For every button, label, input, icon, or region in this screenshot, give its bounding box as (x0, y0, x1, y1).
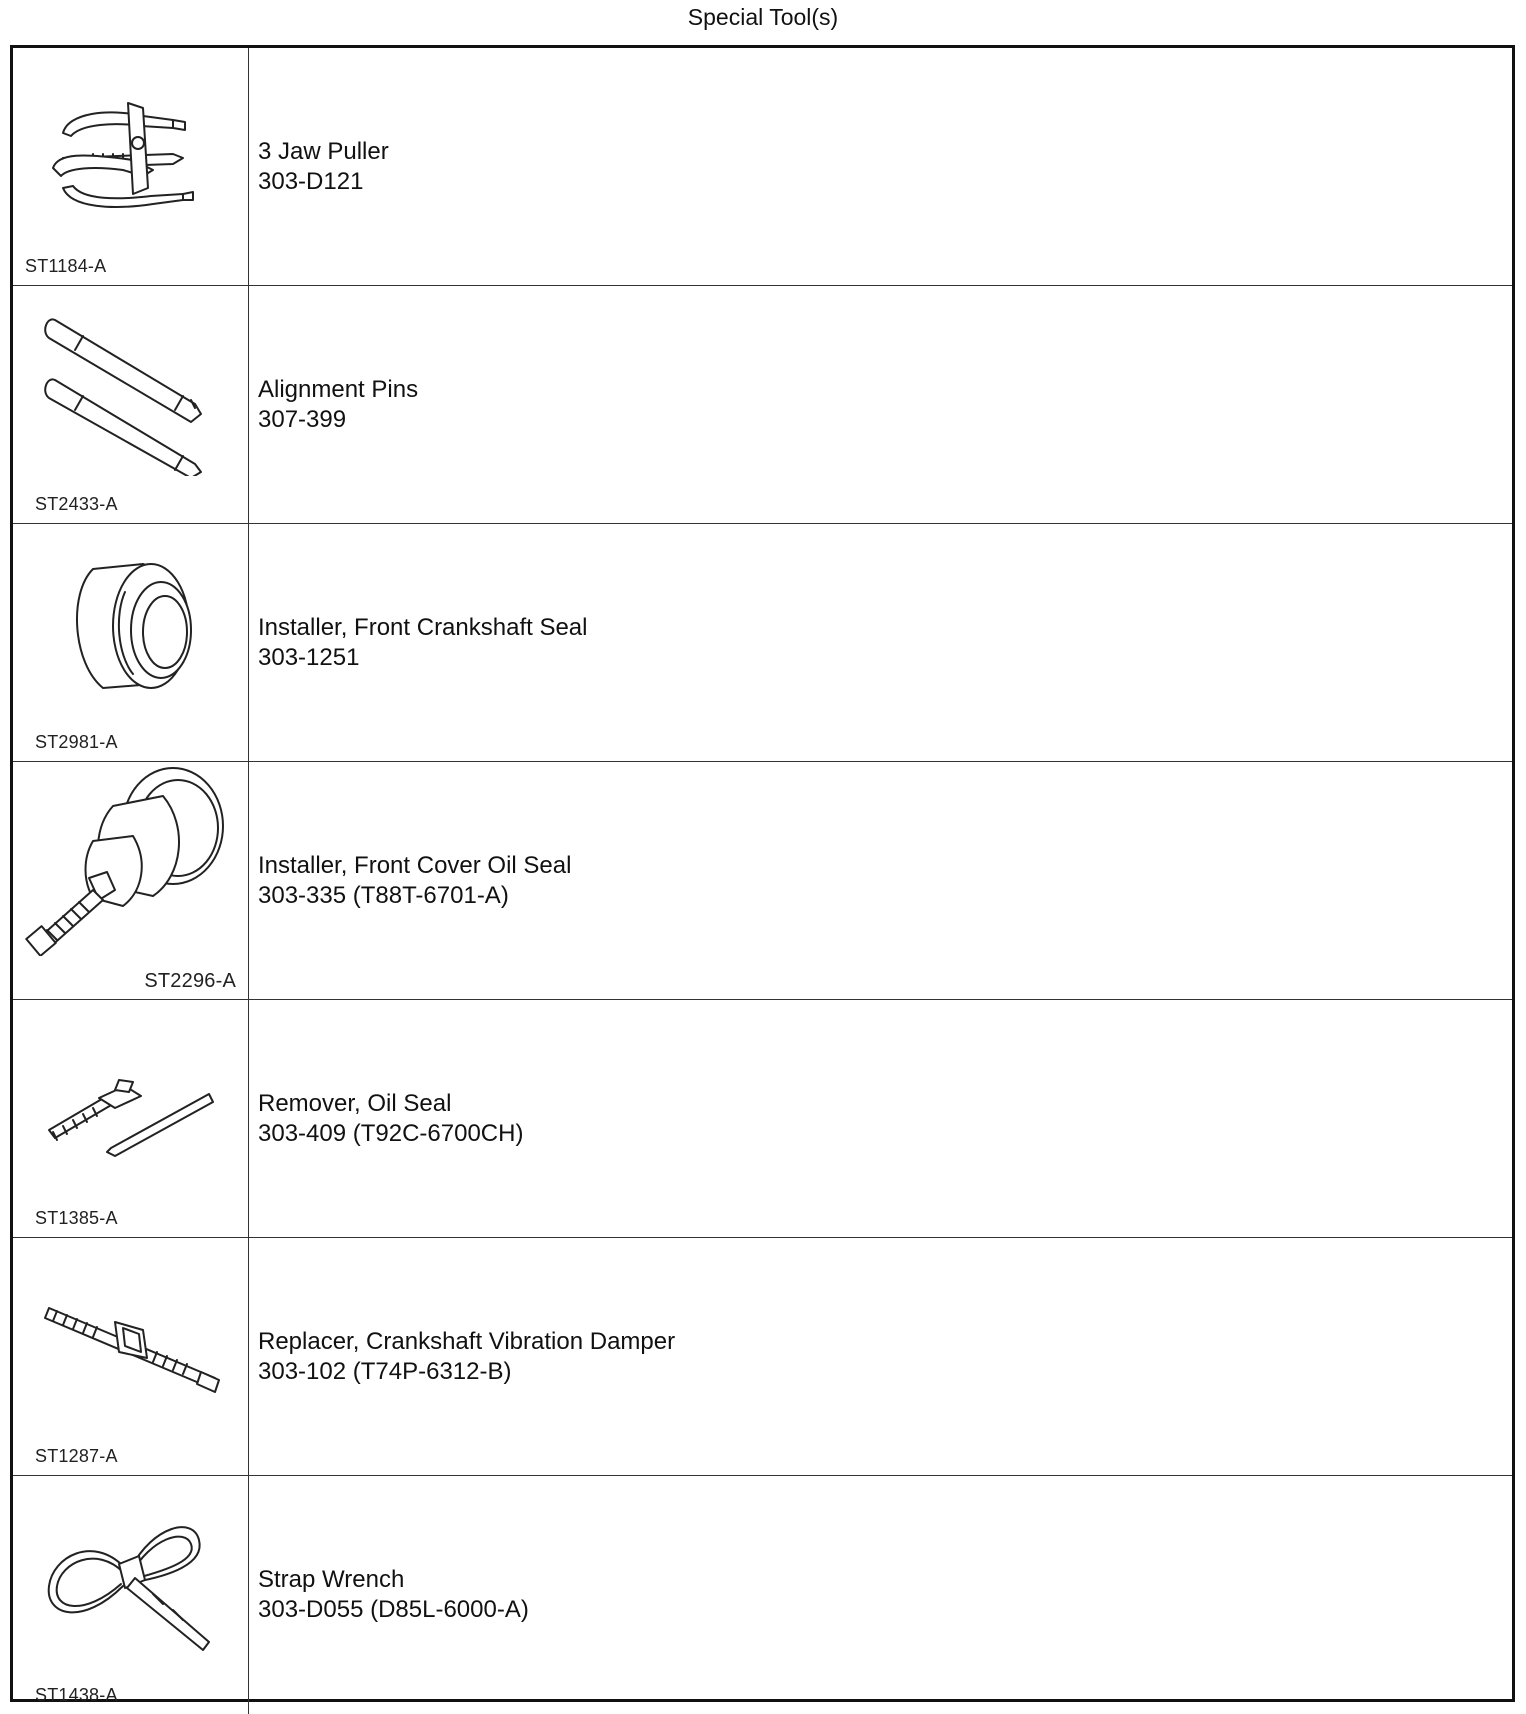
table-row (13, 524, 1512, 762)
tool-image-cell (13, 1476, 249, 1714)
image-code: ST2981-A (35, 732, 118, 752)
image-code: ST1438-A (35, 1685, 118, 1705)
three-jaw-puller-icon (23, 58, 237, 238)
strap-wrench-icon (23, 1486, 237, 1666)
oil-seal-remover-icon (23, 1010, 237, 1190)
tool-description (258, 48, 389, 285)
table-row (13, 762, 1512, 1000)
image-code: ST1287-A (35, 1446, 118, 1466)
tool-number: 303-335 (T88T-6701-A) (258, 881, 509, 909)
tool-number: 303-102 (T74P-6312-B) (258, 1357, 512, 1385)
front-cover-seal-installer-icon (23, 766, 237, 956)
tool-image-cell (13, 1000, 249, 1237)
tool-image-cell (13, 762, 249, 999)
tool-description (258, 286, 418, 523)
table-row (13, 1238, 1512, 1476)
crankshaft-seal-installer-icon (23, 534, 237, 714)
image-code: ST1385-A (35, 1208, 118, 1228)
tool-name: Installer, Front Crankshaft Seal (258, 613, 588, 641)
tool-name: Installer, Front Cover Oil Seal (258, 851, 572, 879)
table-row (13, 1476, 1512, 1714)
tool-name: Replacer, Crankshaft Vibration Damper (258, 1327, 676, 1355)
special-tools-table (10, 45, 1515, 1705)
tool-number: 303-D121 (258, 167, 364, 195)
tool-image-cell (13, 524, 249, 761)
table-row (13, 1000, 1512, 1238)
tool-name: Strap Wrench (258, 1566, 405, 1593)
tool-name: 3 Jaw Puller (258, 137, 389, 165)
tool-description (258, 1476, 529, 1714)
tool-description (258, 524, 587, 761)
tool-number: 303-D055 (D85L-6000-A) (258, 1596, 529, 1623)
image-code: ST1184-A (25, 256, 107, 276)
tool-description (258, 762, 571, 999)
vibration-damper-replacer-icon (23, 1248, 237, 1428)
table-row (13, 286, 1512, 524)
tool-image-cell (13, 48, 249, 285)
tool-description (258, 1238, 675, 1475)
tool-description (258, 1000, 523, 1237)
tool-number: 303-1251 (258, 643, 360, 671)
tool-number: 303-409 (T92C-6700CH) (258, 1119, 524, 1147)
tool-name: Remover, Oil Seal (258, 1089, 452, 1117)
page-title: Special Tool(s) (687, 4, 839, 30)
tool-number: 307-399 (258, 405, 347, 433)
alignment-pins-icon (23, 296, 237, 476)
tool-name: Alignment Pins (258, 375, 419, 403)
tool-image-cell (13, 286, 249, 523)
tool-image-cell (13, 1238, 249, 1475)
image-code: ST2433-A (35, 494, 118, 514)
image-code: ST2296-A (144, 970, 236, 992)
table-row (13, 48, 1512, 286)
